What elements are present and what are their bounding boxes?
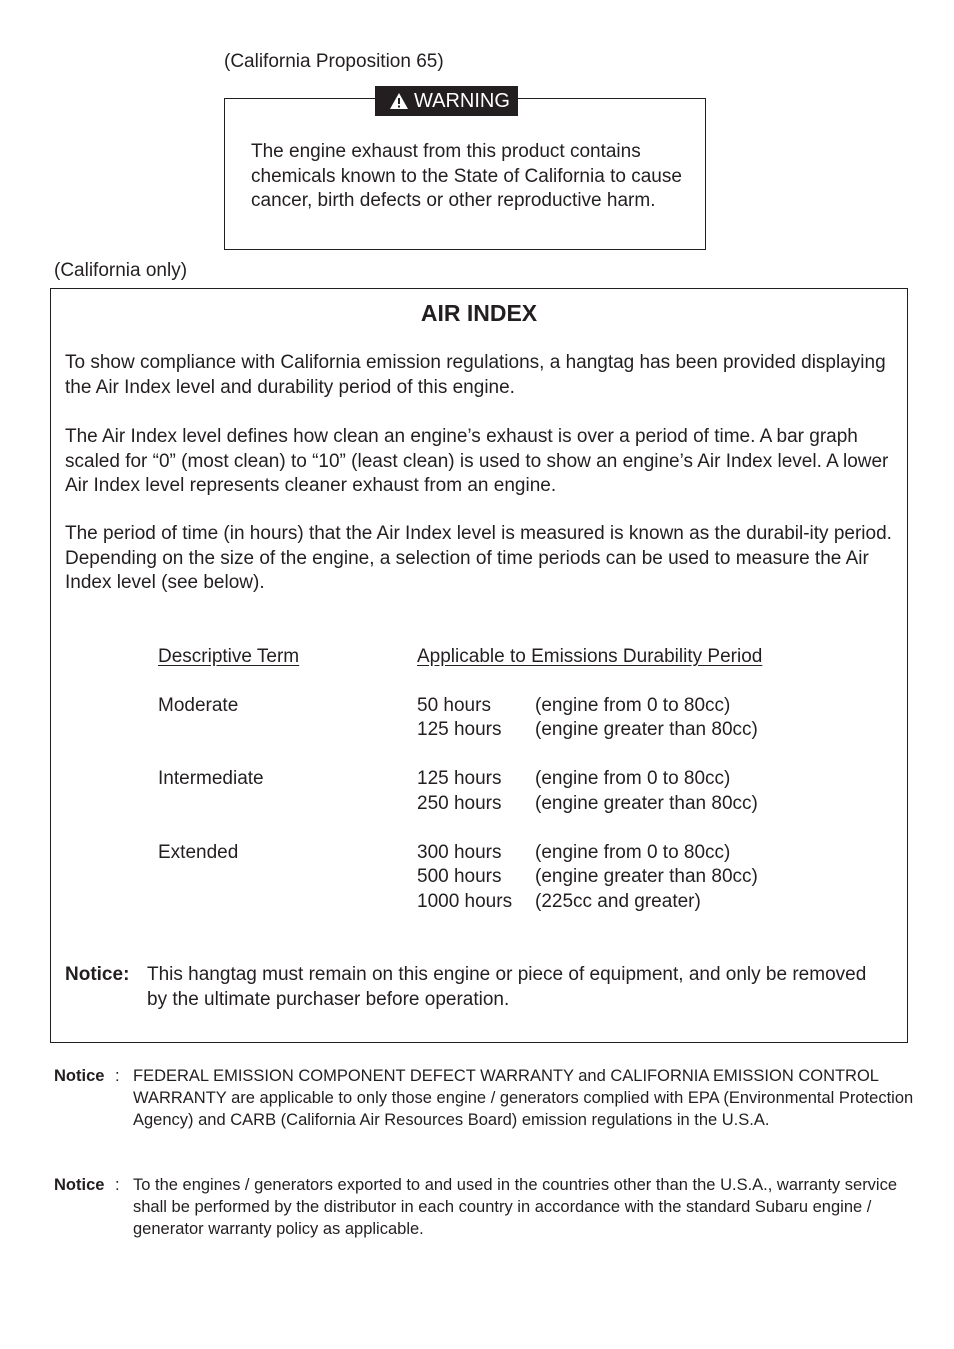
notice-text-warranty-us: FEDERAL EMISSION COMPONENT DEFECT WARRANTY and CALIFORNIA EMISSION CONTROL WARRANTY are applicable to only those engine / generators complied with EPA (Environmental Protection Agency) and CARB (California Air Resources Board) emission regulations in the U.S.A. [133,1067,914,1129]
air-index-title: AIR INDEX [420,300,538,326]
table-cell-description: (engine greater than 80cc) [535,866,758,887]
table-cell-hours: 1000 hours [417,891,513,912]
column-header-descriptive-term: Descriptive Term [158,646,300,667]
table-cell-hours: 125 hours [417,768,502,789]
prop65-caption: (California Proposition 65) [224,51,444,72]
table-cell-description: (engine greater than 80cc) [535,793,758,814]
table-cell-hours: 50 hours [417,695,491,716]
notice-colon: : [115,1067,120,1085]
column-header-durability-period: Applicable to Emissions Durability Period [417,646,763,667]
table-cell-hours: 500 hours [417,866,502,887]
notice-label: Notice [54,1176,105,1194]
notice-text-warranty-export: To the engines / generators exported to and used in the countries other than the U.S.A., warranty service shall be performed by the distributor in each country in accordance with the standard Subaru engine / generator warranty policy as applicable. [133,1176,898,1238]
table-cell-hours: 300 hours [417,842,502,863]
california-only-caption: (California only) [54,260,188,281]
air-index-paragraph: The Air Index level defines how clean an engine’s exhaust is over a period of time. A bar graph scaled for “0” (most clean) to “10” (least clean) is used to show an engine’s Air Index level. A lower Air Index level represents cleaner exhaust from an engine. [65,426,889,496]
table-cell-description: (engine from 0 to 80cc) [535,695,731,716]
term-moderate: Moderate [158,695,239,716]
air-index-paragraph: To show compliance with California emission regulations, a hangtag has been provided displaying the Air Index level and durability period of this engine. [65,352,886,398]
term-extended: Extended [158,842,239,863]
table-cell-hours: 125 hours [417,719,502,740]
table-cell-description: (engine from 0 to 80cc) [535,842,731,863]
table-cell-description: (engine from 0 to 80cc) [535,768,731,789]
table-cell-hours: 250 hours [417,793,502,814]
term-intermediate: Intermediate [158,768,264,789]
table-cell-description: (engine greater than 80cc) [535,719,758,740]
warning-triangle-icon [389,92,409,110]
air-index-paragraph: The period of time (in hours) that the Air Index level is measured is known as the durabil-ity period. Depending on the size of the engine, a selection of time periods can be used to measure the Air Index level (see below). [65,523,892,593]
table-cell-description: (225cc and greater) [535,891,701,912]
warning-tag [375,86,518,116]
hangtag-notice-label: Notice: [65,964,130,985]
notice-label: Notice [54,1067,105,1085]
notice-colon: : [115,1176,120,1194]
warning-label: WARNING [414,89,510,112]
hangtag-notice-text: This hangtag must remain on this engine or piece of equipment, and only be removed by the ultimate purchaser before operation. [147,964,867,1010]
warning-text: The engine exhaust from this product contains chemicals known to the State of California to cause cancer, birth defects or other reproductive harm. [251,141,682,211]
